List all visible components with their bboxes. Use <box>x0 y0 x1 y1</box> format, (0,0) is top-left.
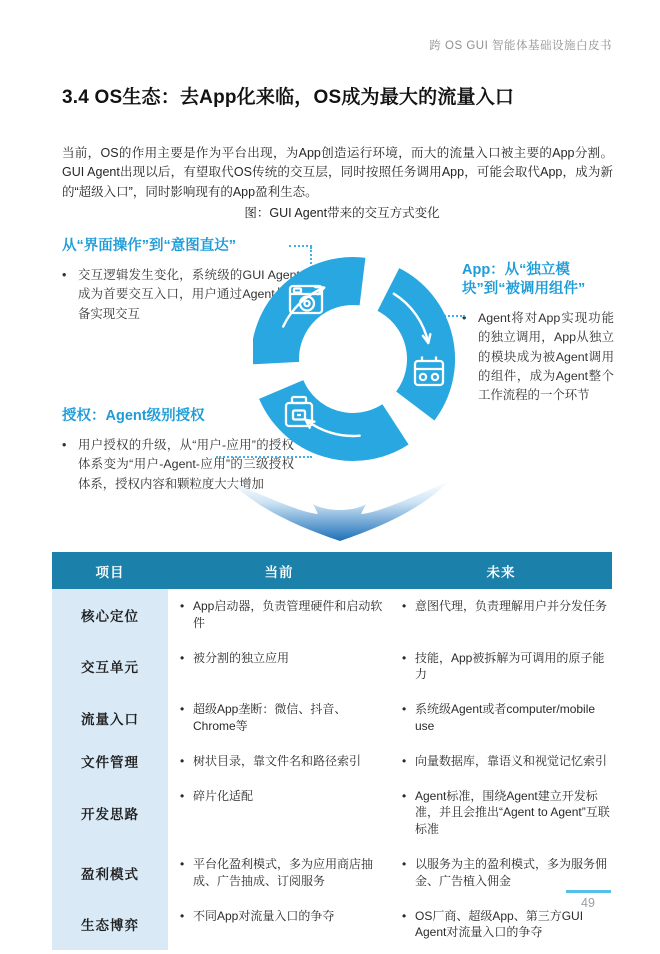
diagram-block-authorization-title: 授权：Agent级别授权 <box>62 408 205 424</box>
row-label: 文件管理 <box>52 744 168 779</box>
bullet-marker: • <box>402 908 407 923</box>
diagram-block-authorization-text: 用户授权的升级，从“用户-应用”的授权体系变为“用户-Agent-应用”的三级授权体系，授权内容和颗粒度大大增加 <box>78 438 294 491</box>
row-label: 核心定位 <box>52 589 168 641</box>
bullet-marker: • <box>462 311 467 326</box>
intro-paragraph: 当前，OS的作用主要是作为平台出现，为App创造运行环境，而大的流量入口被主要的App分割。GUI Agent出现以后，有望取代OS传统的交互层，同时按照任务调用App，可能会取代App，成为新的“超级入口”，同时影响现有的App盈利生态。 <box>62 145 613 199</box>
table-header-future: 未来 <box>486 564 516 580</box>
row-future-cell <box>390 589 612 641</box>
cell-text: App启动器，负责管理硬件和启动软件 <box>193 599 383 630</box>
bullet-marker: • <box>180 753 185 768</box>
table-row <box>52 641 612 693</box>
bullet-marker: • <box>62 438 67 453</box>
row-label: 交互单元 <box>52 641 168 693</box>
bullet-marker: • <box>402 788 407 803</box>
cell-text: 系统级Agent或者computer/mobile use <box>415 702 596 733</box>
row-current-cell <box>168 899 390 951</box>
cell-text: 技能，App被拆解为可调用的原子能力 <box>415 650 605 682</box>
bullet-marker: • <box>180 908 185 923</box>
row-future-cell <box>390 692 612 744</box>
table-row <box>52 779 612 847</box>
figure-caption: 图：GUI Agent带来的交互方式变化 <box>244 206 440 220</box>
cell-text: 向量数据库，靠语义和视觉记忆索引 <box>415 753 608 768</box>
table-header-item: 项目 <box>95 564 125 580</box>
bullet-marker: • <box>180 650 185 665</box>
row-current-cell <box>168 692 390 744</box>
diagram-block-app-text: Agent将对App实现功能的独立调用，App从独立的模块成为被Agent调用的组件，成为Agent整个工作流程的一个环节 <box>478 311 614 403</box>
table-row <box>52 847 612 899</box>
cell-text: OS厂商、超级App、第三方GUI Agent对流量入口的争夺 <box>415 908 584 940</box>
cycle-diagram <box>253 252 458 467</box>
cell-text: 碎片化适配 <box>193 788 254 803</box>
dotted-connector <box>289 245 312 247</box>
row-label: 生态博弈 <box>52 899 168 951</box>
running-header: 跨 OS GUI 智能体基础设施白皮书 <box>429 40 612 52</box>
row-current-cell <box>168 589 390 641</box>
cell-text: 不同App对流量入口的争夺 <box>193 908 335 923</box>
bullet-marker: • <box>402 856 407 871</box>
cell-text: 意图代理，负责理解用户并分发任务 <box>415 599 608 613</box>
table-header-current: 当前 <box>264 564 294 580</box>
comparison-table <box>52 552 612 950</box>
section-title: 3.4 OS生态：去App化来临，OS成为最大的流量入口 <box>62 86 515 108</box>
diagram-block-app <box>462 261 614 405</box>
row-current-cell <box>168 641 390 693</box>
row-future-cell <box>390 641 612 693</box>
row-future-cell <box>390 779 612 847</box>
row-label: 开发思路 <box>52 779 168 847</box>
row-future-cell <box>390 899 612 951</box>
cell-text: 树状目录，靠文件名和路径索引 <box>193 753 362 768</box>
cell-text: 超级App垄断：微信、抖音、Chrome等 <box>193 702 347 733</box>
footer-accent-line <box>566 890 611 893</box>
table-row <box>52 744 612 779</box>
row-label: 盈利模式 <box>52 847 168 899</box>
diagram-block-interaction-title: 从“界面操作”到“意图直达” <box>62 238 236 254</box>
row-current-cell <box>168 779 390 847</box>
down-arrow-graphic <box>228 480 452 544</box>
bullet-marker: • <box>180 856 185 871</box>
table-row <box>52 589 612 641</box>
cell-text: 平台化盈利模式，多为应用商店抽成、广告抽成、订阅服务 <box>193 856 374 888</box>
diagram-block-interaction-text: 交互逻辑发生变化，系统级的GUI Agent成为首要交互入口，用户通过Agent与设备实现交互 <box>78 268 300 321</box>
table-row <box>52 899 612 951</box>
row-current-cell <box>168 744 390 779</box>
table-header-row <box>52 552 612 589</box>
bullet-marker: • <box>180 599 185 613</box>
page-number: 49 <box>581 896 595 910</box>
bullet-marker: • <box>180 788 185 803</box>
bullet-marker: • <box>180 702 185 717</box>
table-row <box>52 692 612 744</box>
row-label: 流量入口 <box>52 692 168 744</box>
bullet-marker: • <box>62 268 67 283</box>
cell-text: 以服务为主的盈利模式，多为服务佣金、广告植入佣金 <box>415 856 608 888</box>
bullet-marker: • <box>402 599 407 613</box>
cell-text: 被分割的独立应用 <box>193 650 290 665</box>
cell-text: Agent标准，围绕Agent建立开发标准，并且会推出“Agent to Agent”互联标准 <box>415 788 610 837</box>
bullet-marker: • <box>402 753 407 768</box>
diagram-block-app-title: App：从“独立模块”到“被调用组件” <box>462 262 586 298</box>
row-current-cell <box>168 847 390 899</box>
bullet-marker: • <box>402 702 407 717</box>
row-future-cell <box>390 744 612 779</box>
bullet-marker: • <box>402 650 407 665</box>
